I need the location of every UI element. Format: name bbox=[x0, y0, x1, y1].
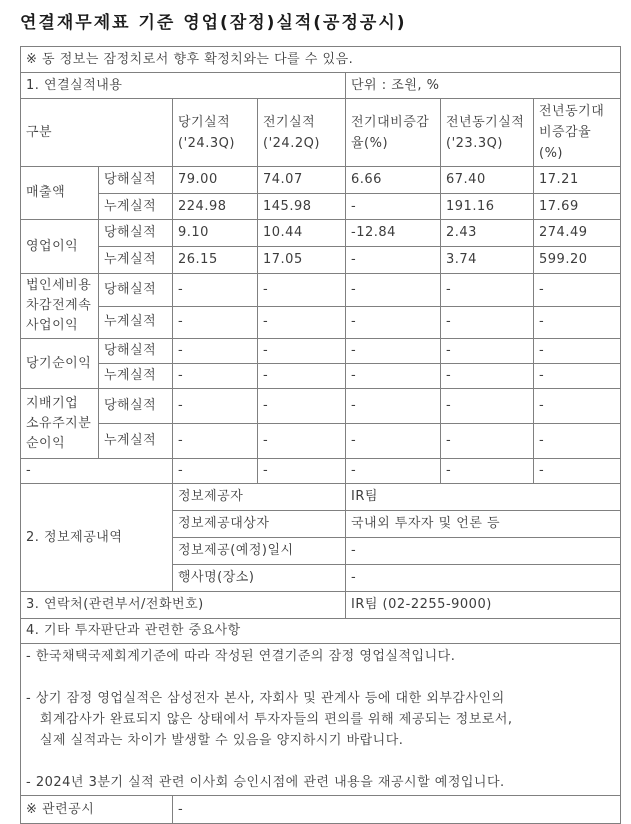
info-row-label: 정보제공대상자 bbox=[173, 511, 346, 538]
value-cell: - bbox=[173, 339, 258, 364]
col-header-yoy-change bbox=[534, 99, 621, 167]
value-cell: 191.16 bbox=[441, 194, 534, 220]
value-cell: - bbox=[346, 194, 441, 220]
related-disclosure-label: ※ 관련공시 bbox=[21, 796, 173, 824]
section1-label: 1. 연결실적내용 bbox=[21, 73, 346, 99]
value-cell: - bbox=[534, 424, 621, 459]
col-header-gubun: 구분 bbox=[21, 99, 173, 167]
value-cell: - bbox=[258, 306, 346, 339]
period-label: 누계실적 bbox=[99, 194, 173, 220]
info-row-value: 국내외 투자자 및 언론 등 bbox=[346, 511, 621, 538]
info-row-label: 정보제공(예정)일시 bbox=[173, 538, 346, 565]
col-header-yoy-quarter bbox=[441, 99, 534, 167]
period-label: 당해실적 bbox=[99, 274, 173, 307]
value-cell: - bbox=[534, 364, 621, 389]
value-cell: - bbox=[173, 459, 258, 484]
value-cell: - bbox=[173, 274, 258, 307]
value-cell: - bbox=[534, 306, 621, 339]
metric-label-operating-profit: 영업이익 bbox=[21, 220, 99, 274]
period-label: 당해실적 bbox=[99, 220, 173, 247]
col-header-line: ('24.3Q) bbox=[178, 135, 235, 151]
period-label: 누계실적 bbox=[99, 364, 173, 389]
value-cell: - bbox=[173, 389, 258, 424]
value-cell: - bbox=[258, 364, 346, 389]
period-label: 누계실적 bbox=[99, 247, 173, 274]
value-cell: - bbox=[173, 424, 258, 459]
value-cell: 10.44 bbox=[258, 220, 346, 247]
col-header-qoq-change bbox=[346, 99, 441, 167]
value-cell: 224.98 bbox=[173, 194, 258, 220]
value-cell: 17.05 bbox=[258, 247, 346, 274]
metric-label-pretax-income: 법인세비용차감전계속사업이익 bbox=[21, 274, 99, 339]
info-row-value: IR팀 bbox=[346, 484, 621, 511]
col-header-line: 전기실적 bbox=[263, 114, 316, 130]
note-line: - 상기 잠정 영업실적은 삼성전자 본사, 자회사 및 관계사 등에 대한 외부감사인의 bbox=[26, 691, 505, 706]
value-cell: 6.66 bbox=[346, 167, 441, 194]
unit-label: 단위 : 조원, % bbox=[346, 73, 621, 99]
value-cell: - bbox=[534, 389, 621, 424]
page-title: 연결재무제표 기준 영업(잠정)실적(공정공시) bbox=[20, 13, 407, 33]
value-cell: - bbox=[346, 339, 441, 364]
value-cell: - bbox=[534, 339, 621, 364]
value-cell: - bbox=[441, 306, 534, 339]
col-header-line: ('24.2Q) bbox=[263, 135, 320, 151]
value-cell: - bbox=[346, 247, 441, 274]
value-cell: - bbox=[258, 389, 346, 424]
value-cell: - bbox=[441, 339, 534, 364]
value-cell: 17.69 bbox=[534, 194, 621, 220]
value-cell: 145.98 bbox=[258, 194, 346, 220]
value-cell: - bbox=[534, 459, 621, 484]
note-line: 회계감사가 완료되지 않은 상태에서 투자자들의 편의를 위해 제공되는 정보로서, bbox=[26, 712, 513, 727]
value-cell: -12.84 bbox=[346, 220, 441, 247]
value-cell: - bbox=[346, 389, 441, 424]
value-cell: - bbox=[441, 274, 534, 307]
value-cell: - bbox=[441, 424, 534, 459]
disclosure-table bbox=[20, 46, 621, 824]
period-label: 누계실적 bbox=[99, 306, 173, 339]
value-cell: - bbox=[346, 364, 441, 389]
note-line bbox=[26, 751, 615, 772]
col-header-line: 전기대비증감 bbox=[351, 114, 430, 130]
period-label: 당해실적 bbox=[99, 389, 173, 424]
metric-label-revenue: 매출액 bbox=[21, 167, 99, 220]
value-cell: 67.40 bbox=[441, 167, 534, 194]
provisional-note: ※ 동 정보는 잠정치로서 향후 확정치와는 다를 수 있음. bbox=[21, 47, 621, 73]
period-label: 당해실적 bbox=[99, 167, 173, 194]
extra-row-label: - bbox=[21, 459, 173, 484]
info-row-label: 행사명(장소) bbox=[173, 565, 346, 592]
note-line: 실제 실적과는 차이가 발생할 수 있음을 양지하시기 바랍니다. bbox=[26, 733, 404, 748]
value-cell: 274.49 bbox=[534, 220, 621, 247]
value-cell: - bbox=[258, 339, 346, 364]
value-cell: - bbox=[441, 459, 534, 484]
col-header-line: 비증감율(%) bbox=[539, 125, 592, 161]
value-cell: 9.10 bbox=[173, 220, 258, 247]
value-cell: 599.20 bbox=[534, 247, 621, 274]
value-cell: - bbox=[346, 274, 441, 307]
info-row-label: 정보제공자 bbox=[173, 484, 346, 511]
value-cell: - bbox=[258, 274, 346, 307]
col-header-current bbox=[173, 99, 258, 167]
metric-label-owners-net-income: 지배기업 소유주지분 순이익 bbox=[21, 389, 99, 459]
col-header-line: 전년동기대 bbox=[539, 104, 605, 119]
value-cell: - bbox=[346, 306, 441, 339]
col-header-line: 율(%) bbox=[351, 135, 389, 151]
contact-value: IR팀 (02-2255-9000) bbox=[346, 592, 621, 619]
value-cell: - bbox=[258, 459, 346, 484]
value-cell: 74.07 bbox=[258, 167, 346, 194]
value-cell: - bbox=[258, 424, 346, 459]
note-line: - 2024년 3분기 실적 관련 이사회 승인시점에 관련 내용을 재공시할 예정입니다. bbox=[26, 775, 505, 790]
value-cell: - bbox=[346, 459, 441, 484]
contact-label: 3. 연락처(관련부서/전화번호) bbox=[21, 592, 346, 619]
value-cell: 26.15 bbox=[173, 247, 258, 274]
col-header-line: 당기실적 bbox=[178, 114, 231, 130]
note-line bbox=[26, 667, 615, 688]
value-cell: 79.00 bbox=[173, 167, 258, 194]
col-header-line: ('23.3Q) bbox=[446, 135, 503, 151]
value-cell: - bbox=[173, 364, 258, 389]
section2-label: 2. 정보제공내역 bbox=[21, 484, 173, 592]
value-cell: - bbox=[441, 389, 534, 424]
note-line: - 한국채택국제회계기준에 따라 작성된 연결기준의 잠정 영업실적입니다. bbox=[26, 649, 456, 664]
metric-label-net-income: 당기순이익 bbox=[21, 339, 99, 389]
value-cell: 17.21 bbox=[534, 167, 621, 194]
value-cell: 2.43 bbox=[441, 220, 534, 247]
col-header-previous bbox=[258, 99, 346, 167]
section4-title: 4. 기타 투자판단과 관련한 중요사항 bbox=[21, 619, 621, 644]
related-disclosure-value: - bbox=[173, 796, 621, 824]
value-cell: - bbox=[173, 306, 258, 339]
info-row-value: - bbox=[346, 565, 621, 592]
period-label: 당해실적 bbox=[99, 339, 173, 364]
value-cell: - bbox=[441, 364, 534, 389]
period-label: 누계실적 bbox=[99, 424, 173, 459]
value-cell: - bbox=[346, 424, 441, 459]
value-cell: 3.74 bbox=[441, 247, 534, 274]
important-notes-text bbox=[21, 644, 621, 796]
col-header-line: 전년동기실적 bbox=[446, 114, 525, 130]
value-cell: - bbox=[534, 274, 621, 307]
info-row-value: - bbox=[346, 538, 621, 565]
